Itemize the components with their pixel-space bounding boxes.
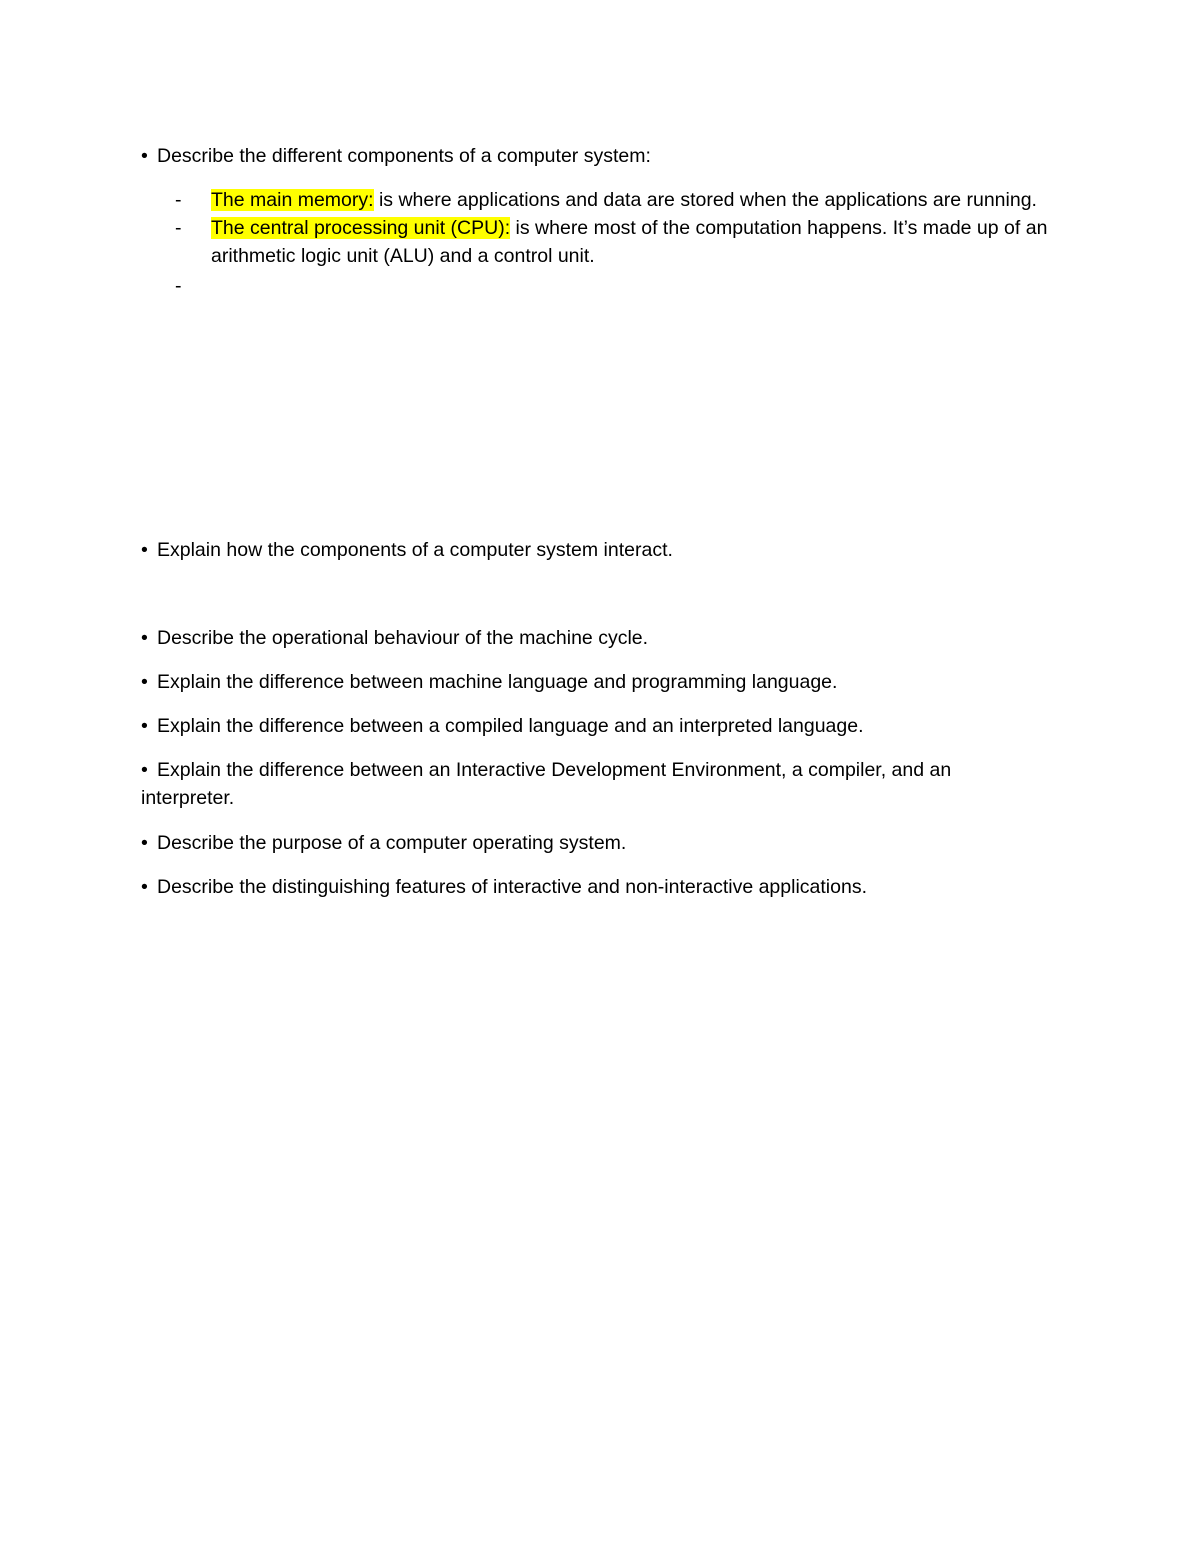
question-5	[141, 712, 864, 740]
answer-text: is where most of the computation happens. It’s made up of an	[510, 217, 1048, 239]
question-3-text: Describe the operational behaviour of the machine cycle.	[157, 627, 649, 649]
bullet-icon: •	[141, 759, 148, 781]
answer-text: is where applications and data are stored when the applications are running.	[373, 189, 1037, 211]
bullet-icon: •	[141, 671, 148, 693]
question-6	[141, 756, 951, 784]
question-6-continued	[141, 784, 234, 812]
question-2-text: Explain how the components of a computer system interact.	[157, 539, 673, 561]
question-4-text: Explain the difference between machine language and programming language.	[157, 671, 838, 693]
question-5-text: Explain the difference between a compiled language and an interpreted language.	[157, 715, 864, 737]
bullet-icon: •	[141, 715, 148, 737]
answer-item-cpu-continued	[211, 242, 595, 270]
answer-text: arithmetic logic unit (ALU) and a control unit.	[211, 245, 595, 267]
bullet-icon: •	[141, 832, 148, 854]
question-6-text: Explain the difference between an Interactive Development Environment, a compiler, and an	[157, 759, 952, 781]
answer-item-cpu	[211, 214, 1047, 242]
question-2	[141, 536, 673, 564]
bullet-icon: •	[141, 627, 148, 649]
bullet-icon: •	[141, 876, 148, 898]
question-3	[141, 624, 648, 652]
dash-marker: -	[175, 217, 182, 239]
bullet-icon: •	[141, 539, 148, 561]
question-1-text: Describe the different components of a computer system:	[157, 145, 651, 167]
question-6-text-cont: interpreter.	[141, 787, 235, 809]
question-4	[141, 668, 837, 696]
answer-item-main-memory	[211, 186, 1037, 214]
question-7	[141, 829, 626, 857]
question-7-text: Describe the purpose of a computer operating system.	[157, 832, 627, 854]
answer-term-highlight: The main memory:	[211, 189, 374, 211]
dash-marker: -	[175, 275, 182, 297]
question-8	[141, 873, 867, 901]
dash-marker: -	[175, 189, 182, 211]
question-1	[141, 142, 651, 170]
bullet-icon: •	[141, 145, 148, 167]
question-8-text: Describe the distinguishing features of interactive and non-interactive applications.	[157, 876, 867, 898]
answer-term-highlight: The central processing unit (CPU):	[211, 217, 511, 239]
